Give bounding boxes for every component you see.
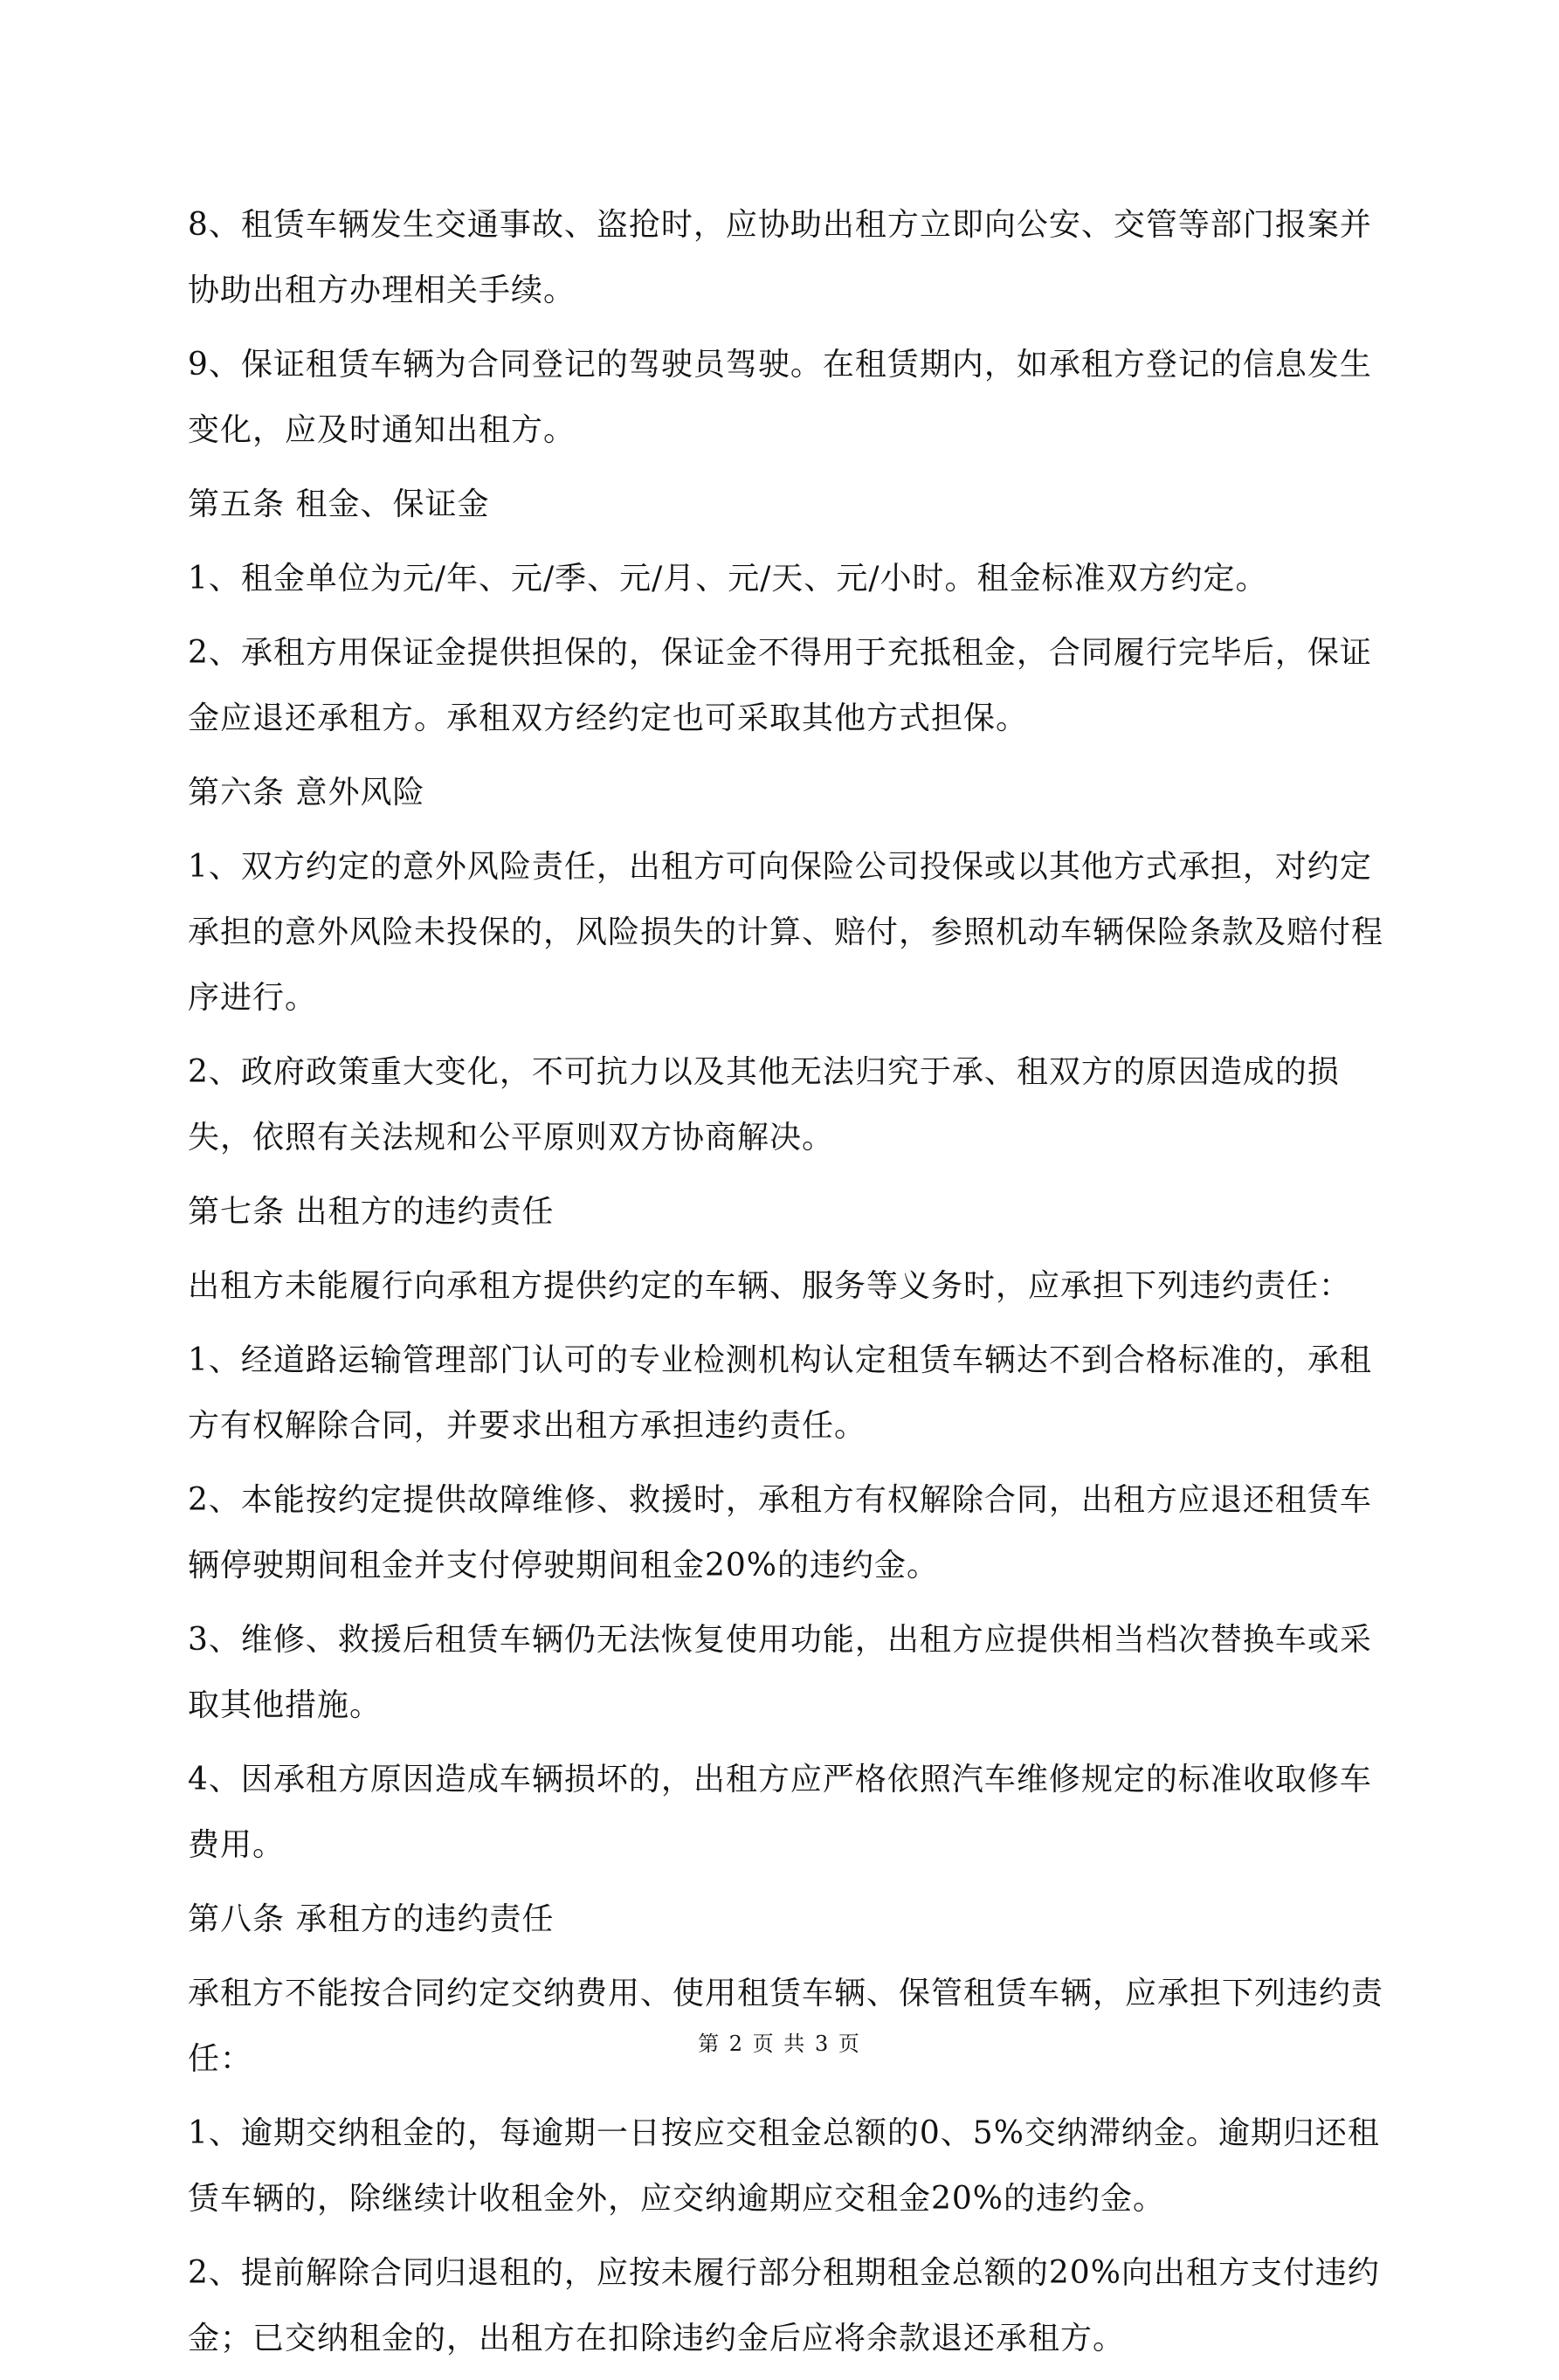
paragraph-article7-item4: 4、因承租方原因造成车辆损坏的，出租方应严格依照汽车维修规定的标准收取修车费用。 <box>188 1762 1372 1863</box>
paragraph-article6-item2: 2、政府政策重大变化，不可抗力以及其他无法归究于承、租双方的原因造成的损失，依照有关法规和公平原则双方协商解决。 <box>188 1054 1340 1156</box>
heading-article5: 第五条 租金、保证金 <box>188 486 490 522</box>
heading-article8: 第八条 承租方的违约责任 <box>188 1901 555 1937</box>
paragraph-article8-item2: 2、提前解除合同归退租的，应按未履行部分租期租金总额的20%向出租方支付违约金；已交纳租金的，出租方在扣除违约金后应将余款退还承租方。 <box>188 2255 1380 2356</box>
paragraph-article7-item3: 3、维修、救援后租赁车辆仍无法恢复使用功能，出租方应提供相当档次替换车或采取其他措施。 <box>188 1622 1372 1723</box>
paragraph-article8-intro: 承租方不能按合同约定交纳费用、使用租赁车辆、保管租赁车辆，应承担下列违约责任： <box>188 1976 1384 2077</box>
heading-article7: 第七条 出租方的违约责任 <box>188 1194 555 1230</box>
paragraph-article6-item1: 1、双方约定的意外风险责任，出租方可向保险公司投保或以其他方式承担，对约定承担的意外风险未投保的，风险损失的计算、赔付，参照机动车辆保险条款及赔付程序进行。 <box>188 849 1384 1016</box>
paragraph-article5-item1: 1、租金单位为元/年、元/季、元/月、元/天、元/小时。租金标准双方约定。 <box>188 561 1268 597</box>
paragraph-article7-item2: 2、本能按约定提供故障维修、救援时，承租方有权解除合同，出租方应退还租赁车辆停驶期间租金并支付停驶期间租金20%的违约金。 <box>188 1482 1372 1583</box>
paragraph-article7-intro: 出租方未能履行向承租方提供约定的车辆、服务等义务时，应承担下列违约责任： <box>188 1268 1352 1304</box>
heading-article6: 第六条 意外风险 <box>188 775 425 811</box>
paragraph-article8-item1: 1、逾期交纳租金的，每逾期一日按应交租金总额的0、5%交纳滞纳金。逾期归还租赁车辆的，除继续计收租金外，应交纳逾期应交租金20%的违约金。 <box>188 2115 1380 2217</box>
paragraph-article4-item8: 8、租赁车辆发生交通事故、盗抢时，应协助出租方立即向公安、交管等部门报案并协助出租方办理相关手续。 <box>188 207 1372 308</box>
page-number-footer: 第 2 页 共 3 页 <box>698 2032 861 2056</box>
paragraph-article5-item2: 2、承租方用保证金提供担保的，保证金不得用于充抵租金，合同履行完毕后，保证金应退还承租方。承租双方经约定也可采取其他方式担保。 <box>188 635 1372 736</box>
paragraph-article7-item1: 1、经道路运输管理部门认可的专业检测机构认定租赁车辆达不到合格标准的，承租方有权解除合同，并要求出租方承担违约责任。 <box>188 1342 1372 1444</box>
paragraph-article4-item9: 9、保证租赁车辆为合同登记的驾驶员驾驶。在租赁期内，如承租方登记的信息发生变化，应及时通知出租方。 <box>188 347 1372 448</box>
